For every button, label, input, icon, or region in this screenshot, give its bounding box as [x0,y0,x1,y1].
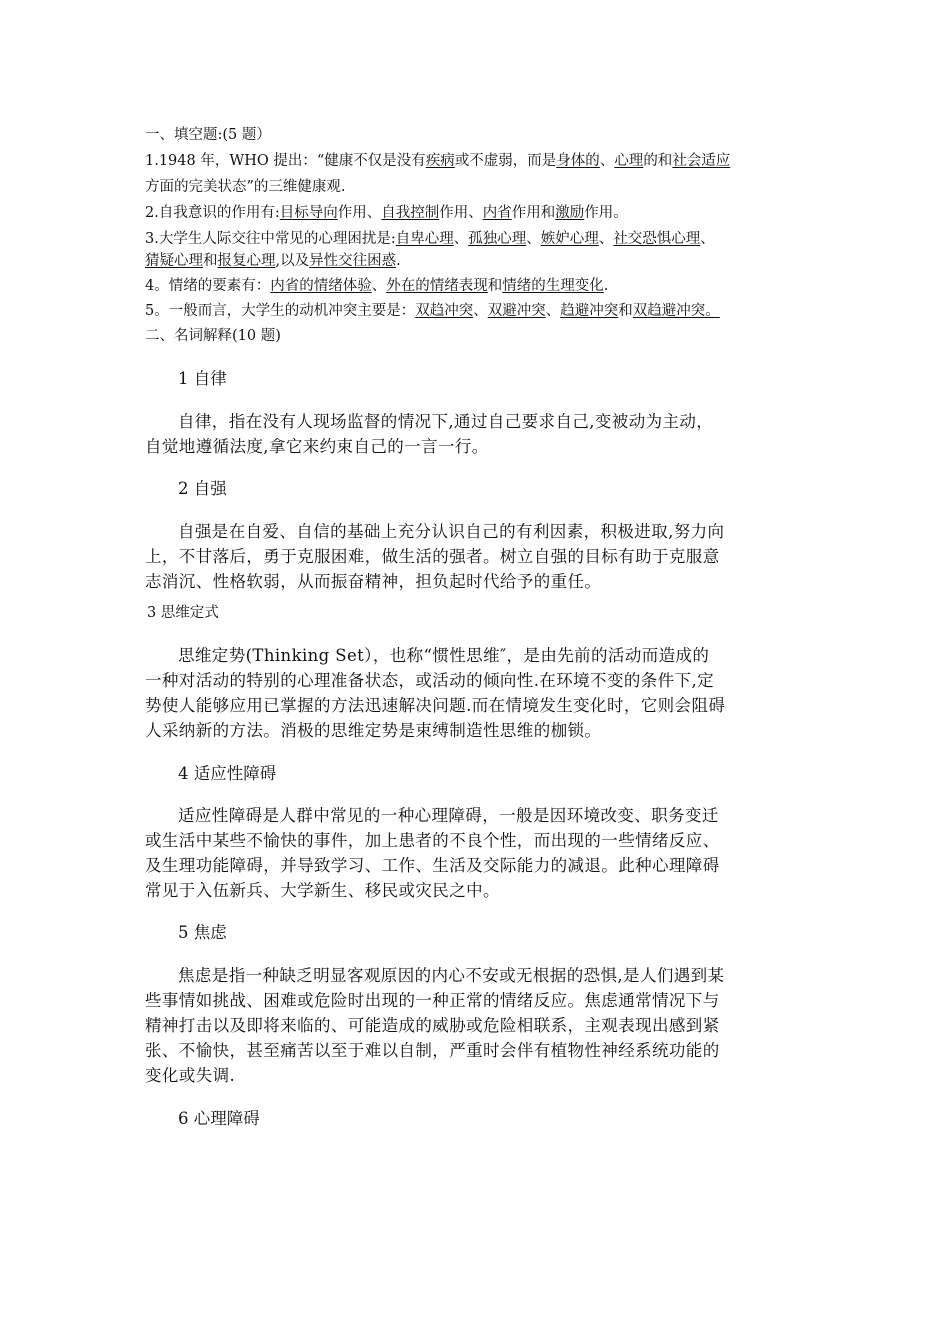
q2-text: 作用、 [439,205,483,221]
fill-question-4 [145,277,608,295]
term-body-line: 常见于入伍新兵、大学新生、移民或灾民之中。 [145,881,500,900]
q5-text: 5。一般而言，大学生的动机冲突主要是： [145,303,416,319]
term-body-line: 上，不甘落后，勇于克服困难，做生活的强者。树立自强的目标有助于克服意 [145,547,720,566]
q3-text: 、 [526,231,541,247]
term-body-line: 精神打击以及即将来临的、可能造成的威胁或危险相联系，主观表现出感到紧 [145,1016,720,1035]
q1-answer-2: 身体的 [556,153,600,169]
term-title: 1 自律 [178,369,227,388]
fill-question-5 [145,302,720,320]
q2-answer-1: 目标导向 [279,205,338,221]
q4-text: 4。情绪的要素有： [145,278,271,294]
term-body-line: 自强是在自爱、自信的基础上充分认识自己的有利因素，积极进取,努力向 [178,522,725,541]
q4-answer-2: 外在的情绪表现 [386,278,488,294]
q5-text: 、 [545,303,561,319]
q1-text: 1.1948 年，WHO 提出：“健康不仅是没有 [145,153,426,169]
q3-text: 、 [453,231,469,247]
section1-heading: 一、填空题:(5 题） [145,127,271,143]
term-body-line: 张、不愉快，甚至痛苦以至于难以自制，严重时会伴有植物性神经系统功能的 [145,1041,720,1060]
term-body-line: 适应性障碍是人群中常见的一种心理障碍，一般是因环境改变、职务变迁 [178,806,719,825]
q3-answer-5: 猜疑心理 [145,253,203,269]
fill-question-3 [145,230,715,248]
q3-answer-4: 社交恐惧心理 [613,231,701,247]
term-body-line: 些事情如挑战、困难或危险时出现的一种正常的情绪反应。焦虑通常情况下与 [145,991,720,1010]
term-title: 4 适应性障碍 [178,764,277,783]
q2-text: 作用。 [584,205,628,221]
q2-text: 作用、 [337,205,382,221]
q4-answer-1: 内省的情绪体验 [270,278,372,294]
q3-text: 3.大学生人际交往中常见的心理困扰是: [145,231,396,247]
q3-answer-1: 自卑心理 [395,231,454,247]
q1-answer-3: 心理 [614,153,644,169]
q3-answer-2: 孤独心理 [468,231,527,247]
q4-text: 和 [487,278,503,294]
q2-answer-2: 自我控制 [381,205,440,221]
term-body-line: 思维定势(Thinking Set），也称“惯性思维″，是由先前的活动而造成的 [178,646,710,665]
term-body-line: 自律，指在没有人现场监督的情况下,通过自己要求自己,变被动为主动， [178,412,714,431]
q3-answer-3: 嫉妒心理 [540,231,599,247]
section2-heading: 二、名词解释(10 题) [145,328,281,344]
q3-text: 、 [598,231,614,247]
q2-text: 2.自我意识的作用有: [145,205,280,221]
q1-answer-1: 疾病 [425,153,455,169]
q5-answer-3: 趋避冲突 [560,303,619,319]
q5-answer-1: 双趋冲突 [415,303,474,319]
term-body-line: 变化或失调. [145,1066,236,1085]
fill-question-2 [145,204,628,222]
term-body-line: 或生活中某些不愉快的事件，加上患者的不良个性，而出现的一些情绪反应、 [145,831,720,850]
q1-text: 、 [599,153,615,169]
term-body-line: 焦虑是指一种缺乏明显客观原因的内心不安或无根据的恐惧,是人们遇到某 [178,966,725,985]
q3-text: . [396,253,401,269]
term-body-line: 一种对活动的特别的心理准备状态，或活动的倾向性.在环境不变的条件下,定 [145,671,714,690]
q5-answer-2: 双避冲突 [487,303,546,319]
q4-answer-3: 情绪的生理变化 [502,278,604,294]
term-title: 2 自强 [178,479,227,498]
q3-text: ,以及 [275,253,310,269]
q5-text: 、 [473,303,488,319]
q5-answer-4: 双趋避冲突。 [632,303,720,319]
term-body-line: 志消沉、性格软弱，从而振奋精神，担负起时代给予的重任。 [145,572,602,591]
q3-answer-6: 报复心理 [217,253,276,269]
term-title: 5 焦虑 [178,923,227,942]
term-title: 6 心理障碍 [178,1109,260,1128]
q2-text: 作用和 [511,205,556,221]
q1-answer-4: 社会适应 [672,153,731,169]
fill-question-1-line2: 方面的完美状态”的三维健康观. [145,179,346,195]
q3-text: 和 [203,253,218,269]
term-body-line: 及生理功能障碍，并导致学习、工作、生活及交际能力的减退。此种心理障碍 [145,856,720,875]
term-body-line: 人采纳新的方法。消极的思维定势是束缚制造性思维的枷锁。 [145,721,602,740]
term-body-line: 势使人能够应用已掌握的方法迅速解决问题.而在情境发生变化时，它则会阻碍 [145,696,726,715]
q3-answer-7: 异性交往困惑 [309,253,397,269]
q2-answer-3: 内省 [482,205,512,221]
q3-text: 、 [700,231,715,247]
q4-text: . [603,278,609,294]
term-body-line: 自觉地遵循法度,拿它来约束自己的一言一行。 [145,437,489,456]
q1-text: 的和 [643,153,673,169]
q1-text: 或不虚弱，而是 [454,153,557,169]
fill-question-3-line2 [145,252,401,270]
fill-question-1 [145,152,730,170]
q2-answer-4: 激励 [555,205,585,221]
q4-text: 、 [371,278,387,294]
term-title: 3 思维定式 [147,605,219,621]
q5-text: 和 [618,303,633,319]
